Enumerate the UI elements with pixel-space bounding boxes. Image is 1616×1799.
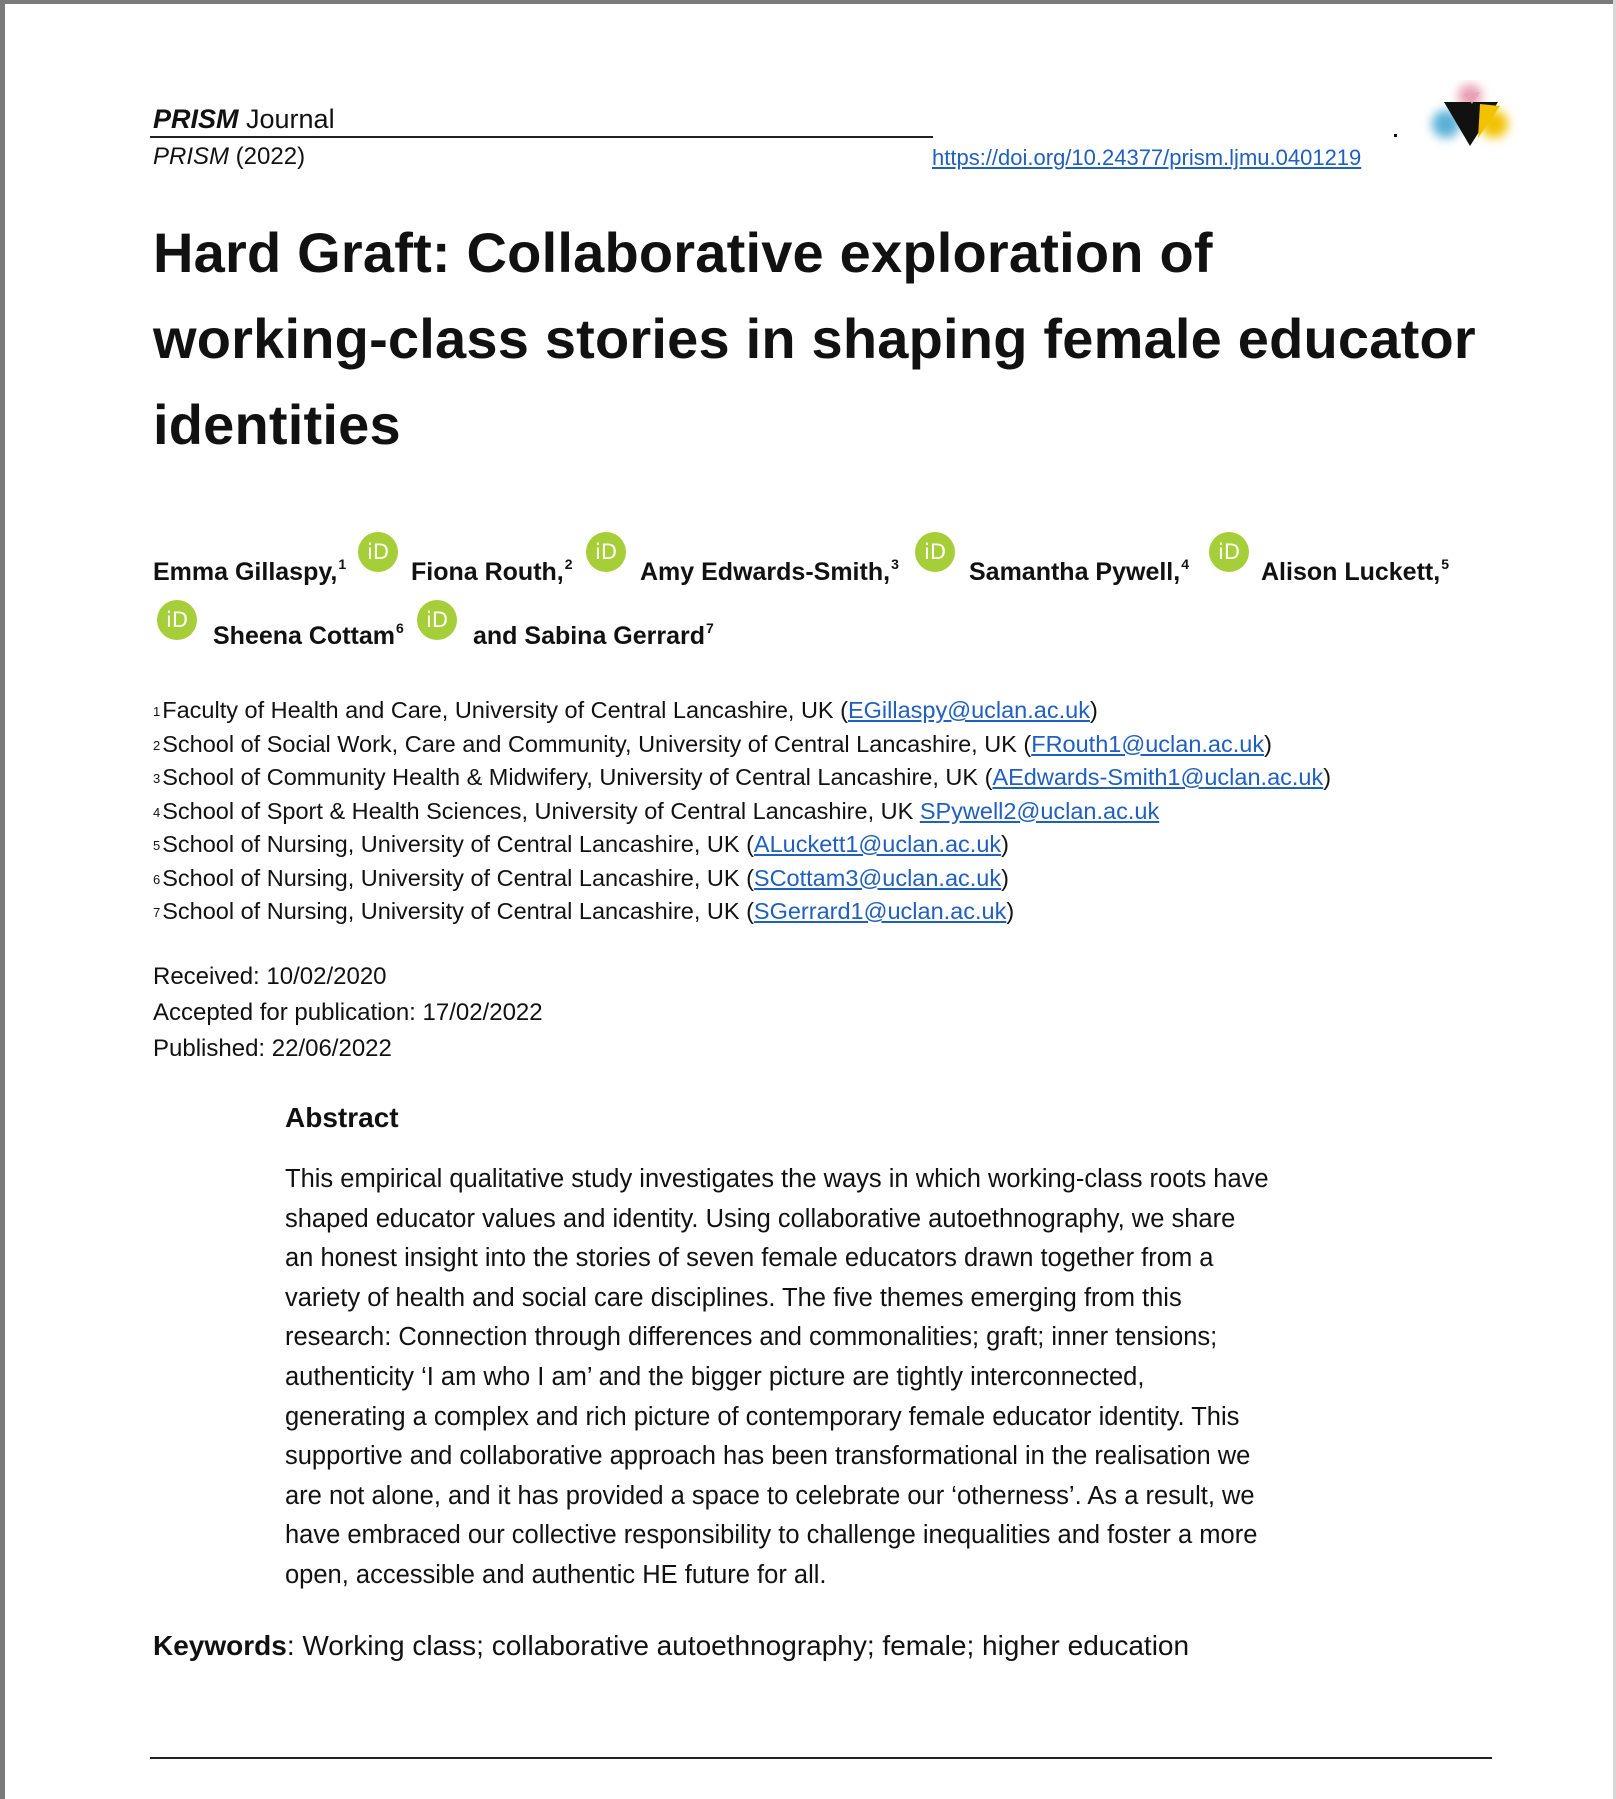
author-name: and Sabina Gerrard$^7$	[473, 620, 714, 650]
stray-dot	[1394, 134, 1397, 137]
published-date: Published: 22/06/2022	[153, 1035, 392, 1062]
abstract-heading: Abstract	[285, 1102, 399, 1133]
abstract-line: This empirical qualitative study investigates the ways in which working-class roots have	[285, 1165, 1269, 1193]
affiliation-item: $^7$School of Nursing, University of Central Lancashire, UK (SGerrard1@uclan.ac.uk)	[153, 898, 1015, 924]
abstract-line: variety of health and social care disciplines. The five themes emerging from this	[285, 1283, 1182, 1312]
abstract-line: research: Connection through differences and commonalities; graft; inner tensions;	[285, 1323, 1218, 1352]
author-name: Samantha Pywell,$^4$	[969, 556, 1189, 586]
abstract-line: have embraced our collective responsibility to challenge inequalities and foster a more	[285, 1521, 1258, 1550]
abstract-line: authenticity ‘I am who I am’ and the bigger picture are tightly interconnected,	[285, 1362, 1145, 1391]
email-link[interactable]: AEdwards-Smith1@uclan.ac.uk	[992, 764, 1324, 790]
article-title	[153, 210, 1513, 468]
email-link[interactable]: EGillaspy@uclan.ac.uk	[847, 697, 1090, 723]
email-link[interactable]: SGerrard1@uclan.ac.uk	[753, 898, 1007, 924]
window-left-edge	[0, 0, 5, 1799]
orcid-icon[interactable]: iD	[915, 532, 955, 572]
abstract-line: are not alone, and it has provided a space to celebrate our ‘otherness’. As a result, we	[285, 1481, 1255, 1510]
email-link[interactable]: SPywell2@uclan.ac.uk	[919, 797, 1160, 824]
abstract-line: shaped educator values and identity. Using collaborative autoethnography, we share	[285, 1204, 1236, 1233]
accepted-date: Accepted for publication: 17/02/2022	[153, 999, 543, 1026]
affiliation-item: $^1$Faculty of Health and Care, University of Central Lancashire, UK (EGillaspy@uclan.ac.uk)	[153, 697, 1098, 723]
orcid-icon[interactable]: iD	[586, 532, 626, 572]
window-top-edge	[0, 0, 1616, 4]
orcid-icon[interactable]: iD	[358, 532, 398, 572]
received-date: Received: 10/02/2020	[153, 963, 387, 990]
affiliation-item: $^6$School of Nursing, University of Central Lancashire, UK (SCottam3@uclan.ac.uk)	[153, 864, 1009, 891]
abstract-text	[285, 1160, 1375, 1596]
abstract-line: supportive and collaborative approach has been transformational in the realisation we	[285, 1442, 1251, 1471]
affiliation-item: $^5$School of Nursing, University of Central Lancashire, UK (ALuckett1@uclan.ac.uk)	[153, 831, 1009, 857]
affiliation-item: $^3$School of Community Health & Midwifery, University of Central Lancashire, UK (AEdwards-Smith1@uclan.ac.uk)	[153, 764, 1332, 790]
abstract-line: an honest insight into the stories of seven female educators drawn together from a	[285, 1244, 1214, 1273]
keywords-label: Keywords	[153, 1630, 287, 1661]
publication-dates	[153, 959, 543, 1067]
header-rule	[150, 136, 933, 138]
orcid-icon[interactable]: iD	[1209, 532, 1249, 572]
orcid-icon[interactable]: iD	[157, 600, 197, 640]
prism-logo-icon	[1420, 80, 1518, 160]
title-line-2: working-class stories in shaping female educator	[153, 307, 1476, 370]
author-name: Emma Gillaspy,$^1$	[153, 556, 347, 586]
affiliation-list	[153, 694, 1331, 929]
author-name: Amy Edwards-Smith,$^3$	[640, 556, 899, 586]
email-link[interactable]: SCottam3@uclan.ac.uk	[753, 864, 1002, 891]
keywords-text: : Working class; collaborative autoethnography; female; higher education	[286, 1630, 1190, 1661]
doi-link[interactable]: https://doi.org/10.24377/prism.ljmu.0401219	[932, 145, 1362, 170]
title-line-1: Hard Graft: Collaborative exploration of	[153, 221, 1213, 284]
abstract-line: open, accessible and authentic HE future for all.	[285, 1560, 827, 1589]
keywords	[153, 1630, 1189, 1662]
journal-issue: PRISM (2022)	[153, 143, 306, 170]
journal-name: PRISM Journal	[153, 104, 335, 134]
abstract-line: generating a complex and rich picture of contemporary female educator identity. This	[285, 1402, 1240, 1431]
author-name: Alison Luckett,$^5$	[1261, 556, 1449, 586]
affiliation-item: $^2$School of Social Work, Care and Community, University of Central Lancashire, UK (FRouth1@uclan.ac.uk)	[153, 730, 1272, 757]
orcid-icon[interactable]: iD	[417, 600, 457, 640]
affiliation-item: $^4$School of Sport & Health Sciences, University of Central Lancashire, UK SPywell2@uclan.ac.uk	[153, 797, 1160, 824]
title-line-3: identities	[153, 393, 401, 456]
author-name: Sheena Cottam$^6$	[213, 620, 404, 650]
author-name: Fiona Routh,$^2$	[411, 556, 573, 586]
email-link[interactable]: ALuckett1@uclan.ac.uk	[753, 831, 1002, 857]
footer-rule	[150, 1757, 1492, 1759]
email-link[interactable]: FRouth1@uclan.ac.uk	[1031, 730, 1265, 757]
